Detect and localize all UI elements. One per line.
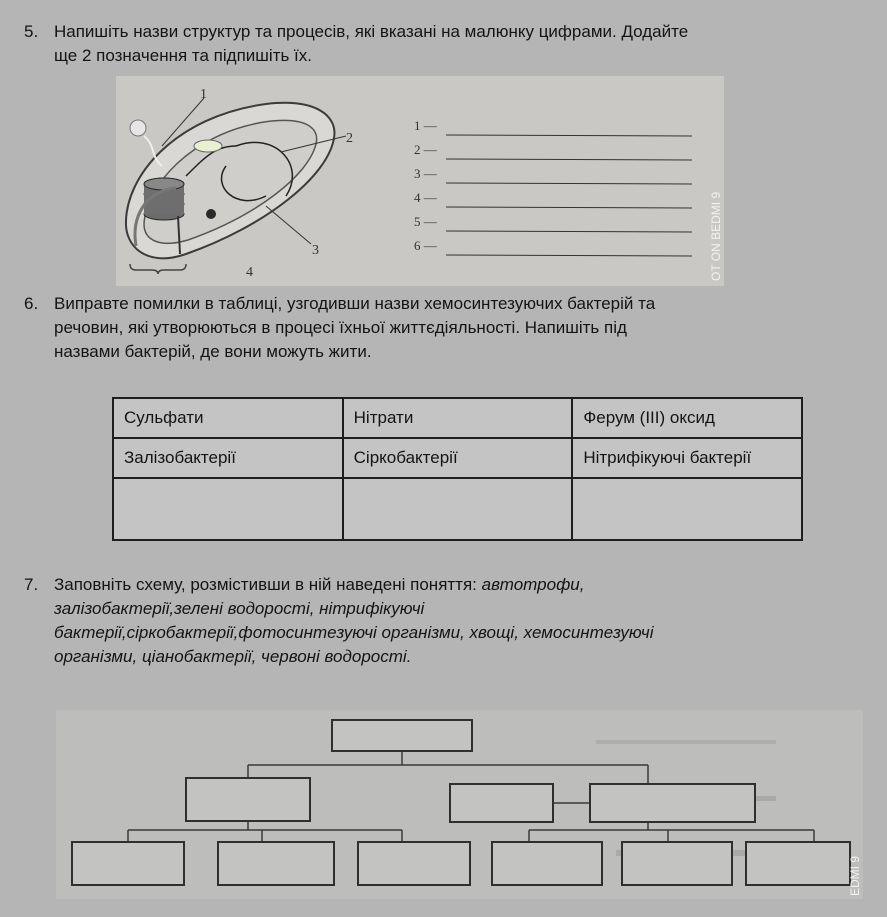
table-cell: Нітрифікуючі бактерії [572,438,802,478]
table-cell: Сульфати [113,398,343,438]
callout-3: 3 [312,243,319,258]
answer-line-1-label: 1 — [414,118,437,133]
scheme-box-leaf-6[interactable] [746,842,850,885]
table-answer-cell[interactable] [572,478,802,540]
scheme-box-level2-left[interactable] [186,778,310,821]
answer-line-4-label: 4 — [414,190,437,205]
callout-1: 1 [200,87,207,102]
chloroplast-figure [116,76,724,286]
table-answer-cell[interactable] [113,478,343,540]
task-5-text-line-1: Напишіть назви структур та процесів, які вказані на малюнку цифрами. Додайте [54,22,689,41]
scheme-box-top[interactable] [332,720,472,751]
answer-line-2[interactable] [446,159,692,160]
classification-scheme [56,710,863,899]
scheme-box-leaf-5[interactable] [622,842,732,885]
watermark-text: EDMI 9 [848,855,862,896]
answer-line-6[interactable] [446,255,692,256]
answer-line-5-label: 5 — [414,214,437,229]
task-7-term-list-start: автотрофи, [481,575,585,594]
answer-line-2-label: 2 — [414,142,437,157]
task-7-intro: Заповніть схему, розмістивши в ній наведені поняття: [54,575,482,594]
scheme-box-leaf-1[interactable] [72,842,184,885]
answer-line-6-label: 6 — [414,238,437,253]
answer-line-5[interactable] [446,231,692,232]
scheme-box-level2-middle[interactable] [450,784,553,822]
task-5-text-line-2: ще 2 позначення та підпишіть їх. [54,46,313,65]
table-cell: Сіркобактерії [343,438,573,478]
answer-line-1[interactable] [446,135,692,136]
scheme-box-level2-right[interactable] [590,784,755,822]
task-6-text-line-2: речовин, які утворюються в процесі їхньої життєдіяльності. Напишіть під [54,318,627,337]
task-7-text-line-3: бактерії,сіркобактерії,фотосинтезуючі організми, хвощі, хемосинтезуючі [54,623,654,642]
table-cell: Нітрати [343,398,573,438]
scheme-box-leaf-2[interactable] [218,842,334,885]
task-6-text-line-3: назвами бактерій, де вони можуть жити. [54,342,372,361]
scheme-box-leaf-4[interactable] [492,842,602,885]
watermark-text: OT ON BEDMI 9 [709,191,723,281]
bacteria-table [112,397,803,541]
answer-line-4[interactable] [446,207,692,208]
answer-lines [414,118,692,256]
task-7 [24,573,654,669]
answer-line-3-label: 3 — [414,166,437,181]
task-6-text-line-1: Виправте помилки в таблиці, узгодивши назви хемосинтезуючих бактерій та [54,294,656,313]
task-7-number: 7. [24,575,39,594]
table-answer-cell[interactable] [343,478,573,540]
answer-line-3[interactable] [446,183,692,184]
callout-2: 2 [346,131,353,146]
task-6-number: 6. [24,294,39,313]
task-7-text-line-2: залізобактерії,зелені водорості, нітрифікуючі [54,599,425,618]
table-cell: Ферум (ІІІ) оксид [572,398,802,438]
scheme-box-leaf-3[interactable] [358,842,470,885]
task-5-number: 5. [24,22,39,41]
table-cell: Залізобактерії [113,438,343,478]
task-7-text-line-1 [54,573,654,597]
callout-4: 4 [246,265,253,280]
task-6 [24,292,655,364]
table-row [113,478,802,540]
table-row [113,398,802,438]
table-row [113,438,802,478]
task-7-text-line-4: організми, ціанобактерії, червоні водорості. [54,647,412,666]
task-5 [24,20,688,68]
